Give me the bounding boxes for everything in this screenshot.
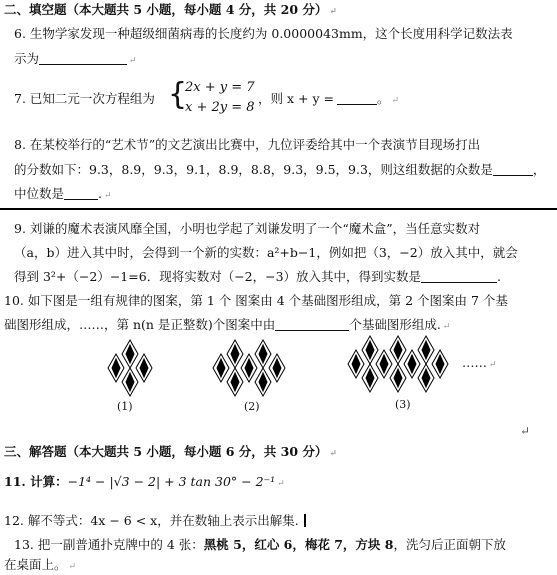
answer-blank bbox=[337, 92, 377, 105]
q12: 12. 解不等式：4x − 6 < x，并在数轴上表示出解集. bbox=[4, 513, 306, 529]
section-2-heading: 二、填空题（本大题共 5 小题，每小题 4 分，共 20 分） ↵ bbox=[4, 2, 337, 17]
q6-line2: 示为 ↵ bbox=[14, 51, 137, 66]
q8-line1: 8. 在某校举行的“艺术节”的文艺演出比赛中，九位评委给其中一个表演节目现场打出 bbox=[14, 137, 481, 152]
q9-line3: 得到 3²+（−2）−1=6．现将实数对（−2，−3）放入其中，得到实数是 . bbox=[14, 269, 502, 284]
answer-blank bbox=[64, 187, 98, 200]
text-cursor bbox=[304, 514, 306, 527]
figure-caption-2: (2) bbox=[244, 400, 260, 413]
q7-eq1: 2x + y = 7 bbox=[185, 80, 255, 95]
pattern-figure-2 bbox=[205, 336, 295, 400]
q9-line2: （a，b）进入其中时，会得到一个新的实数：a²+b−1，例如把（3，−2）放入其中，就会 bbox=[14, 245, 518, 260]
q7-prefix: 7. 已知二元一次方程组为 bbox=[14, 91, 155, 106]
pattern-figure-3 bbox=[340, 332, 458, 400]
q8-line2: 的分数如下：9.3，8.9，9.3，9.1，8.9，8.8，9.3，9.5，9.3，则这组数据的众数是 ， bbox=[14, 162, 546, 177]
system-brace: { bbox=[168, 77, 188, 112]
q11: 11. 计算：−1⁴ − |√3 − 2| + 3 tan 30° − 2⁻¹ ↵ bbox=[4, 474, 285, 489]
answer-blank bbox=[421, 270, 497, 283]
figure-caption-3: (3) bbox=[395, 398, 411, 411]
return-mark-isolated: ↵ bbox=[520, 424, 531, 438]
q13-line1: 13. 把一副普通扑克牌中的 4 张：黑桃 5，红心 6，梅花 7，方块 8，洗匀后正面朝下放 bbox=[14, 537, 506, 552]
figure-ellipsis: …… ↵ bbox=[462, 355, 497, 370]
q9-line1: 9. 刘谦的魔术表演风靡全国，小明也学起了刘谦发明了一个“魔术盒”，当任意实数对 bbox=[14, 221, 481, 236]
answer-blank bbox=[39, 52, 127, 65]
q7-eq2: x + 2y = 8 bbox=[185, 100, 255, 115]
q10-line2: 础图形组成，……，第 n(n 是正整数)个图案中由 个基础图形组成. ↵ bbox=[4, 317, 451, 332]
figure-caption-1-text: (1) bbox=[117, 400, 133, 413]
section-divider bbox=[0, 208, 557, 210]
q7-suffix: ，则 x + y = 。 ↵ bbox=[258, 91, 400, 106]
q8-line3: 中位数是 . ↵ bbox=[14, 186, 112, 201]
q13-line2: 在桌面上。 ↵ bbox=[4, 557, 77, 572]
q10-line1: 10. 如下图是一组有规律的图案，第 1 个 图案由 4 个基础图形组成，第 2 个图案由 7 个基 bbox=[4, 293, 508, 308]
answer-blank bbox=[493, 163, 533, 176]
pattern-figure-1 bbox=[100, 336, 160, 400]
section-3-heading: 三、解答题（本大题共 5 小题，每小题 6 分，共 30 分） ↵ bbox=[4, 444, 337, 459]
q6-line1: 6. 生物学家发现一种超级细菌病毒的长度约为 0.0000043mm，这个长度用科学记数法表 bbox=[14, 26, 513, 41]
answer-blank bbox=[275, 318, 349, 331]
